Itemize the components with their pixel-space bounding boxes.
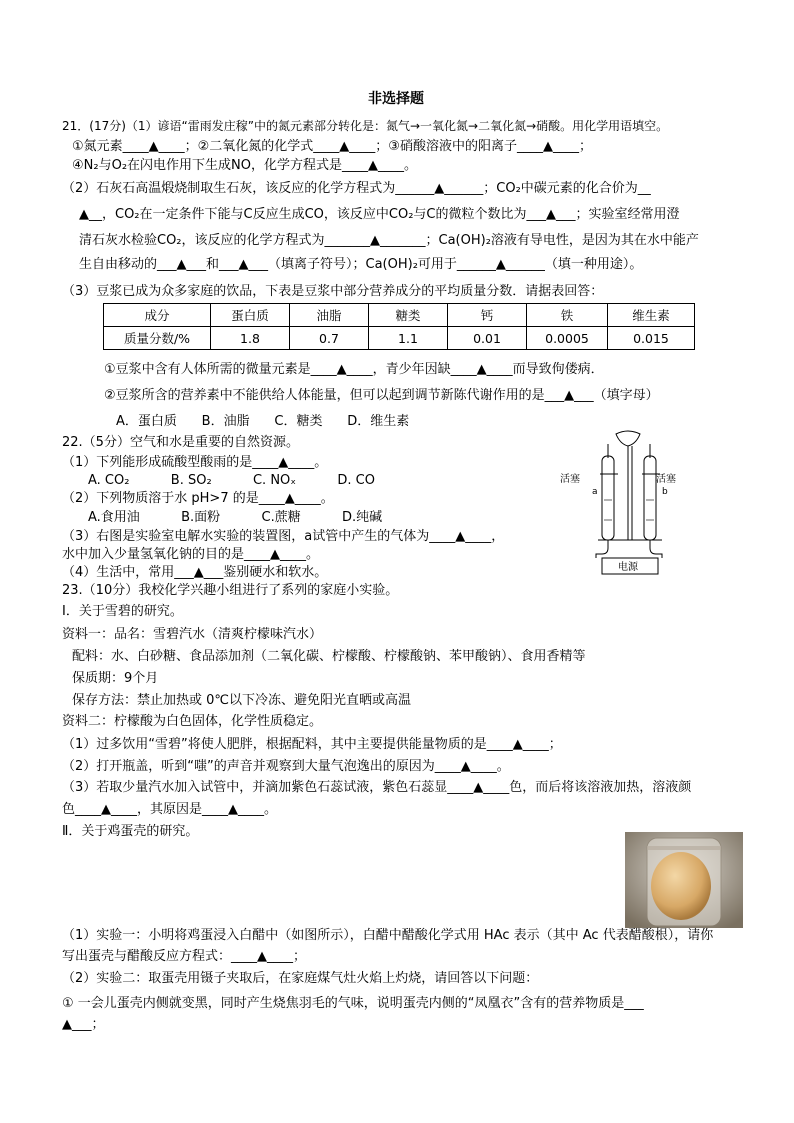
q23-line-6: 保存方法：禁止加热或 0℃以下冷冻、避免阳光直晒或高温 [72, 693, 412, 708]
q23-line-8: （1）过多饮用“雪碧”将使人肥胖，根据配料，其中主要提供能量物质的是____▲____； [62, 737, 562, 752]
q23-line-11: 色____▲____，其原因是____▲____。 [62, 802, 277, 817]
q22-line-3: A. CO₂ B. SO₂ C. NOₓ D. CO [88, 473, 375, 488]
table-cell: 0.01 [448, 327, 527, 350]
q23-line-16: ① 一会儿蛋壳内侧就变黑，同时产生烧焦羽毛的气味，说明蛋壳内侧的“凤凰衣”含有的营养物质是___ [62, 996, 644, 1011]
q23-line-9: （2）打开瓶盖，听到“嗤”的声音并观察到大量气泡逸出的原因为____▲____。 [62, 759, 510, 774]
q21-line-1: 21．(17分)（1）谚语“雷雨发庄稼”中的氮元素部分转化是：氮气→一氧化氮→二氧化氮→硝酸。用化学用语填空。 [62, 119, 669, 133]
q21-line-8: （3）豆浆已成为众多家庭的饮品，下表是豆浆中部分营养成分的平均质量分数．请据表回答： [62, 284, 604, 299]
q23-line-10: （3）若取少量汽水加入试管中，并滴加紫色石蕊试液，紫色石蕊显____▲____色，而后将该溶液加热，溶液颜 [62, 780, 692, 795]
egg-in-vinegar-photo [625, 832, 743, 928]
table-cell: 0.0005 [527, 327, 608, 350]
diagram-valve-label-right: 活塞 [656, 474, 676, 485]
table-header-row [104, 304, 695, 327]
table-header-cell: 蛋白质 [211, 304, 290, 327]
q23-line-7: 资料二：柠檬酸为白色固体，化学性质稳定。 [62, 714, 323, 729]
diagram-tube-a-label: a [592, 487, 598, 497]
table-header-cell: 成分 [104, 304, 211, 327]
table-cell: 0.015 [608, 327, 695, 350]
q23-line-13: （1）实验一：小明将鸡蛋浸入白醋中（如图所示），白醋中醋酸化学式用 HAc 表示（其中 Ac 代表醋酸根），请你 [62, 928, 714, 943]
q21-line-10: ②豆浆所含的营养素中不能供给人体能量，但可以起到调节新陈代谢作用的是___▲___（填字母） [104, 388, 659, 403]
q23-line-15: （2）实验二：取蛋壳用镊子夹取后，在家庭煤气灶火焰上灼烧，请回答以下问题： [62, 971, 539, 986]
q21-line-7: 生自由移动的___▲___和___▲___（填离子符号）；Ca(OH)₂可用于______▲______（填一种用途）。 [79, 257, 643, 272]
nutrition-table [103, 303, 695, 350]
q21-line-9: ①豆浆中含有人体所需的微量元素是____▲____，青少年因缺____▲____而导致佝偻病． [104, 362, 604, 377]
q21-line-5: ▲__，CO₂在一定条件下能与C反应生成CO，该反应中CO₂与C的微粒个数比为___▲___；实验室经常用澄 [79, 207, 680, 222]
q22-line-5: A.食用油 B.面粉 C.蔗糖 D.纯碱 [88, 510, 383, 525]
table-header-cell: 钙 [448, 304, 527, 327]
q21-line-3: ④N₂与O₂在闪电作用下生成NO，化学方程式是____▲____。 [72, 158, 417, 173]
q21-line-2: ①氮元素____▲____；②二氧化氮的化学式____▲____；③硝酸溶液中的阳离子____▲____； [72, 139, 592, 154]
q21-line-6: 清石灰水检验CO₂，该反应的化学方程式为_______▲_______；Ca(OH)₂溶液有导电性，是因为其在水中能产 [79, 233, 699, 248]
table-header-cell: 油脂 [290, 304, 369, 327]
q23-line-1: 23.（10分）我校化学兴趣小组进行了系列的家庭小实验。 [62, 583, 399, 598]
diagram-power-label: 电源 [618, 562, 638, 573]
table-cell: 0.7 [290, 327, 369, 350]
table-header-cell: 糖类 [369, 304, 448, 327]
q23-line-4: 配料：水、白砂糖、食品添加剂（二氧化碳、柠檬酸、柠檬酸钠、苯甲酸钠）、食用香精等 [72, 649, 586, 664]
q22-line-2: （1）下列能形成硫酸型酸雨的是____▲____。 [62, 455, 328, 470]
table-row [104, 327, 695, 350]
q23-line-3: 资料一：品名：雪碧汽水（清爽柠檬味汽水） [62, 627, 323, 642]
electrolysis-diagram [558, 430, 678, 578]
q22-line-1: 22.（5分）空气和水是重要的自然资源。 [62, 435, 299, 450]
q22-line-8: （4）生活中，常用___▲___鉴别硬水和软水。 [62, 565, 328, 580]
diagram-tube-b-label: b [662, 487, 668, 497]
q23-line-12: Ⅱ．关于鸡蛋壳的研究。 [62, 824, 199, 839]
q23-line-14: 写出蛋壳与醋酸反应方程式：____▲____； [62, 949, 306, 964]
table-cell: 1.8 [211, 327, 290, 350]
q21-line-4: （2）石灰石高温煅烧制取生石灰，该反应的化学方程式为______▲______；CO₂中碳元素的化合价为__ [62, 181, 651, 196]
q23-line-2: Ⅰ．关于雪碧的研究。 [62, 604, 183, 619]
q22-line-7: 水中加入少量氢氧化钠的目的是____▲____。 [62, 547, 319, 562]
page-title: 非选择题 [368, 91, 424, 107]
table-cell: 1.1 [369, 327, 448, 350]
table-header-cell: 铁 [527, 304, 608, 327]
q22-line-4: （2）下列物质溶于水 pH>7 的是____▲____。 [62, 491, 334, 506]
table-header-cell: 维生素 [608, 304, 695, 327]
q23-line-17: ▲___； [62, 1017, 105, 1032]
diagram-valve-label-left: 活塞 [560, 474, 580, 485]
q23-line-5: 保质期：9个月 [72, 671, 159, 686]
q21-line-11: A．蛋白质 B．油脂 C．糖类 D．维生素 [116, 414, 410, 429]
table-cell: 质量分数/% [104, 327, 211, 350]
q22-line-6: （3）右图是实验室电解水实验的装置图，a试管中产生的气体为____▲____， [62, 529, 505, 544]
